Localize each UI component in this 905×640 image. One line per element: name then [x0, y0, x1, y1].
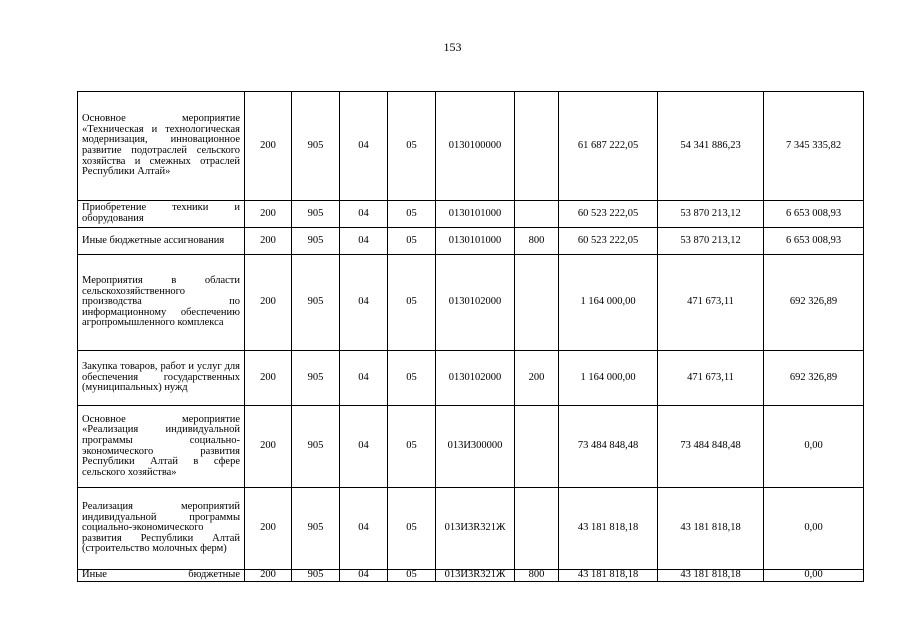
cell-amount-2: 73 484 848,48 [658, 406, 764, 488]
row-name: Иные бюджетные [78, 570, 245, 582]
cell-code-1: 200 [245, 255, 292, 351]
cell-code-3: 04 [340, 92, 388, 201]
budget-table [77, 91, 864, 582]
cell-code-2: 905 [292, 201, 340, 228]
cell-amount-2: 471 673,11 [658, 255, 764, 351]
cell-target-code: 0130101000 [436, 201, 515, 228]
cell-code-2: 905 [292, 228, 340, 255]
table-row [78, 228, 864, 255]
cell-expense-type [515, 201, 559, 228]
cell-amount-2: 43 181 818,18 [658, 488, 764, 570]
cell-amount-3: 6 653 008,93 [764, 201, 864, 228]
row-name: Мероприятия в области сельскохозяйственного производства по информационному обеспечению агропромышленного комплекса [78, 255, 245, 351]
row-name: Основное мероприятие «Реализация индивидуальной программы социально-экономического развития Республики Алтай в сфере сельского хозяйства» [78, 406, 245, 488]
cell-code-4: 05 [388, 351, 436, 406]
cell-target-code: 013И300000 [436, 406, 515, 488]
table-row [78, 406, 864, 488]
cell-code-1: 200 [245, 201, 292, 228]
cell-amount-3: 692 326,89 [764, 255, 864, 351]
cell-code-2: 905 [292, 406, 340, 488]
cell-amount-2: 471 673,11 [658, 351, 764, 406]
cell-code-1: 200 [245, 488, 292, 570]
row-name: Основное мероприятие «Техническая и технологическая модернизация, инновационное развитие подотраслей сельского хозяйства и смежных отраслей Республики Алтай» [78, 92, 245, 201]
cell-amount-1: 60 523 222,05 [559, 228, 658, 255]
cell-code-3: 04 [340, 406, 388, 488]
cell-amount-1: 60 523 222,05 [559, 201, 658, 228]
cell-code-4: 05 [388, 488, 436, 570]
table-row [78, 488, 864, 570]
cell-code-2: 905 [292, 570, 340, 582]
table-row [78, 570, 864, 582]
cell-code-1: 200 [245, 228, 292, 255]
cell-target-code: 0130101000 [436, 228, 515, 255]
cell-code-3: 04 [340, 488, 388, 570]
table-row [78, 351, 864, 406]
cell-code-4: 05 [388, 255, 436, 351]
cell-code-3: 04 [340, 570, 388, 582]
cell-code-4: 05 [388, 570, 436, 582]
cell-code-2: 905 [292, 488, 340, 570]
cell-target-code: 0130100000 [436, 92, 515, 201]
row-name: Реализация мероприятий индивидуальной программы социально-экономического развития Республики Алтай (строительство молочных ферм) [78, 488, 245, 570]
cell-amount-3: 0,00 [764, 406, 864, 488]
cell-code-1: 200 [245, 351, 292, 406]
cell-amount-3: 0,00 [764, 570, 864, 582]
cell-expense-type: 200 [515, 351, 559, 406]
cell-expense-type [515, 255, 559, 351]
cell-amount-1: 1 164 000,00 [559, 351, 658, 406]
cell-code-3: 04 [340, 201, 388, 228]
cell-code-2: 905 [292, 255, 340, 351]
row-name: Приобретение техники и оборудования [78, 201, 245, 228]
row-name: Закупка товаров, работ и услуг для обеспечения государственных (муниципальных) нужд [78, 351, 245, 406]
cell-code-4: 05 [388, 228, 436, 255]
cell-amount-2: 53 870 213,12 [658, 201, 764, 228]
cell-target-code: 0130102000 [436, 351, 515, 406]
cell-code-1: 200 [245, 406, 292, 488]
cell-target-code: 013И3R321Ж [436, 570, 515, 582]
cell-code-4: 05 [388, 92, 436, 201]
cell-expense-type: 800 [515, 570, 559, 582]
cell-amount-1: 61 687 222,05 [559, 92, 658, 201]
cell-code-4: 05 [388, 406, 436, 488]
table-row [78, 92, 864, 201]
cell-code-1: 200 [245, 570, 292, 582]
cell-target-code: 0130102000 [436, 255, 515, 351]
cell-amount-3: 6 653 008,93 [764, 228, 864, 255]
cell-code-2: 905 [292, 351, 340, 406]
page-number: 153 [443, 40, 462, 54]
cell-amount-1: 1 164 000,00 [559, 255, 658, 351]
cell-amount-1: 43 181 818,18 [559, 488, 658, 570]
cell-target-code: 013И3R321Ж [436, 488, 515, 570]
cell-amount-3: 7 345 335,82 [764, 92, 864, 201]
cell-code-2: 905 [292, 92, 340, 201]
cell-amount-1: 73 484 848,48 [559, 406, 658, 488]
cell-amount-2: 43 181 818,18 [658, 570, 764, 582]
cell-code-3: 04 [340, 228, 388, 255]
cell-code-3: 04 [340, 351, 388, 406]
cell-expense-type [515, 406, 559, 488]
cell-amount-1: 43 181 818,18 [559, 570, 658, 582]
cell-amount-2: 54 341 886,23 [658, 92, 764, 201]
cell-expense-type [515, 488, 559, 570]
cell-code-4: 05 [388, 201, 436, 228]
cell-amount-2: 53 870 213,12 [658, 228, 764, 255]
cell-amount-3: 692 326,89 [764, 351, 864, 406]
cell-expense-type: 800 [515, 228, 559, 255]
table-row [78, 255, 864, 351]
cell-amount-3: 0,00 [764, 488, 864, 570]
row-name: Иные бюджетные ассигнования [78, 228, 245, 255]
cell-expense-type [515, 92, 559, 201]
cell-code-1: 200 [245, 92, 292, 201]
cell-code-3: 04 [340, 255, 388, 351]
table-row [78, 201, 864, 228]
